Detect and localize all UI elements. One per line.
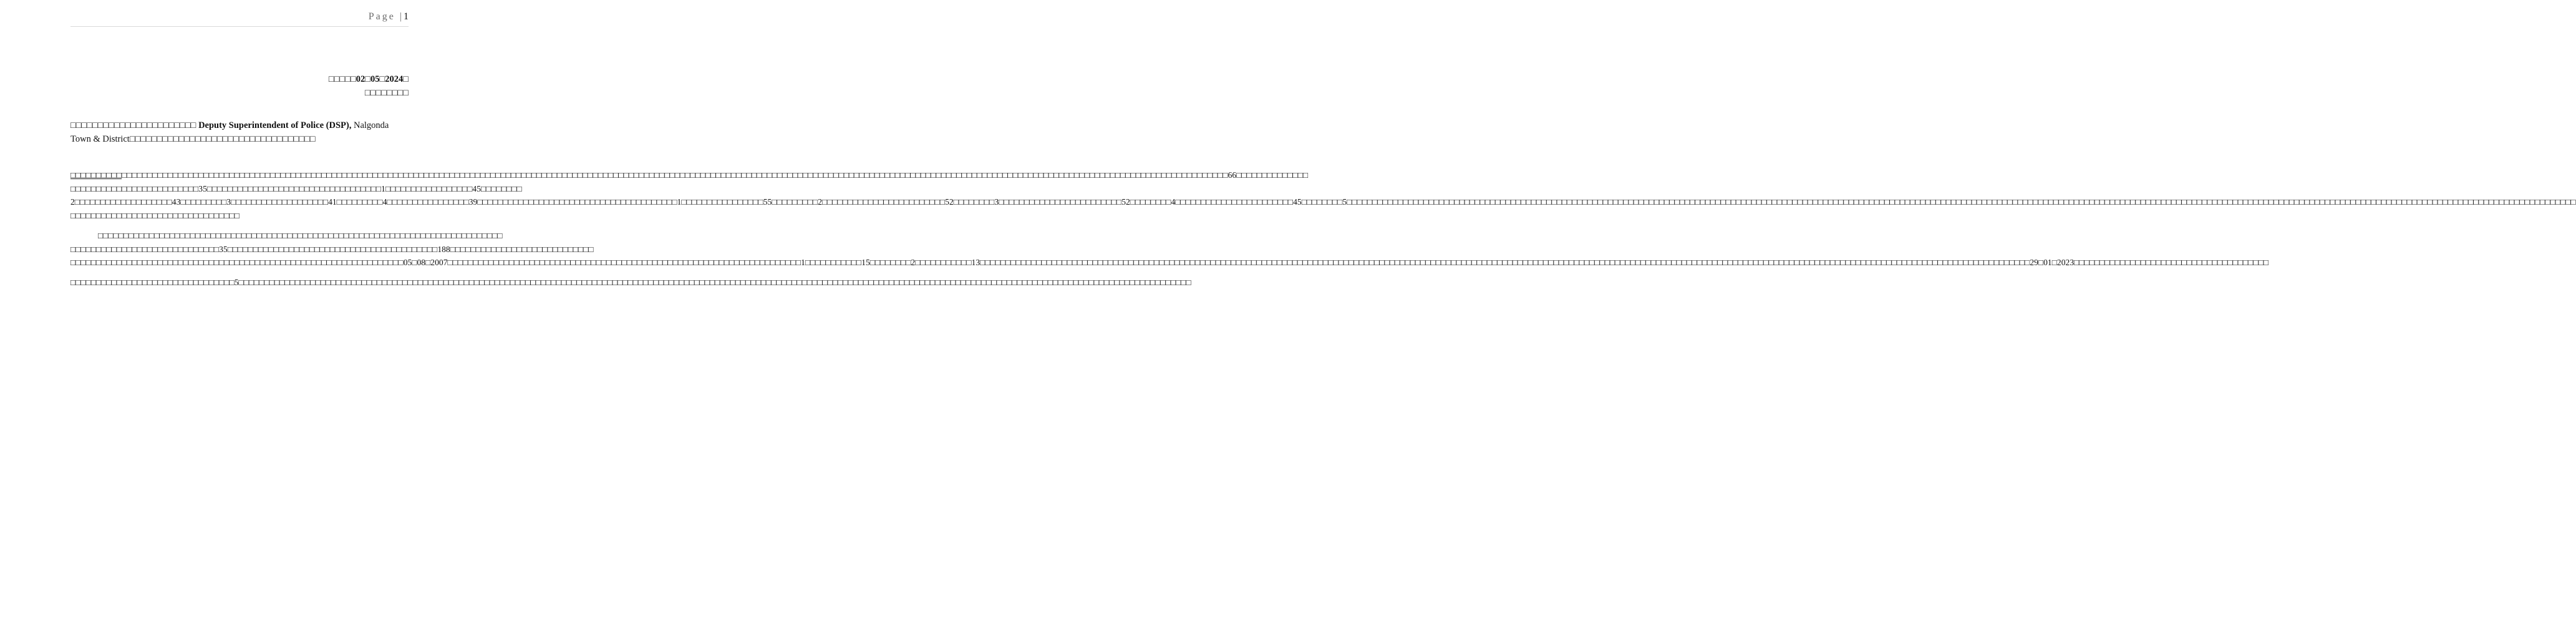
paragraph-2: □□□□□□□□□□□□□□□□□□□□□□□□□35□□□□□□□□□□□□□□□□□□□□□□□□□□□□□□□□□□1□□□□□□□□□□□□□□□□□45□□□□□□□□ [70,183,522,193]
paragraph-8: □□□□□□□□□□□□□□□□□□□□□□□□□□□□□□□□5□□□□□□□□□□□□□□□□□□□□□□□□□□□□□□□□□□□□□□□□□□□□□□□□□□□□□□□□□□□□□□□□□□□□□□□□□□□□□□□□□□□□□□□□□□□□□□□□□□□□□□□□□□□□□□□□□□□□□□□□□□□□□□□□□□□□□□□□□□□□□□□□□□□□□□□□□□□□□□□□□□□□□□□□□□□□□□□□□□□□□□□□□□ [70,277,1191,287]
paragraph-1-lead: □□□□□□□□□□ [70,170,122,180]
intro-post: Nalgonda Town & District□□□□□□□□□□□□□□□□□□□□□□□□□□□□□□□□□□ [70,120,389,144]
paragraph-gap [70,270,409,276]
paragraph-5: □□□□□□□□□□□□□□□□□□□□□□□□□□□□□□□□□□□□□□□□□□□□□□□□□□□□□□□□□□□□□□□□□□□□□□□□□□□□□□□ [98,230,503,240]
intro-pre: □□□□□□□□□□□□□□□□□□□□□□□ [70,120,199,130]
paragraph-4: □□□□□□□□□□□□□□□□□□□□□□□□□□□□□□□□□ [70,211,240,221]
place-line: □□□□□□□□ [364,88,409,98]
date-line: □□□□□02□05□2024□ [328,74,409,84]
date-block [329,72,409,100]
page-header [70,11,409,27]
paragraph-1-text: □□□□□□□□□□□□□□□□□□□□□□□□□□□□□□□□□□□□□□□□□□□□□□□□□□□□□□□□□□□□□□□□□□□□□□□□□□□□□□□□□□□□□□□□□□□□□□□□□□□□□□□□□□□□□□□□□□□□□□□□□□□□□□□□□□□□□□□□□□□□□□□□□□□□□□□□□□□□□□□□□□□□□□□□□□□□□□□□□□□□□□□□□□□□□□□□□□□□□□□□□□□□□□□□□□□□□□□□66□□□□□□□□□□□□□□ [122,170,1309,180]
page-separator: | [399,11,404,22]
intro-title: Deputy Superintendent of Police (DSP), [198,120,352,130]
document-body [70,168,2576,290]
intro-paragraph [70,119,409,146]
paragraph-gap [70,223,409,229]
paragraph-6: □□□□□□□□□□□□□□□□□□□□□□□□□□□□□35□□□□□□□□□□□□□□□□□□□□□□□□□□□□□□□□□□□□□□□□□188□□□□□□□□□□□□□□□□□□□□□□□□□□□□ [70,244,594,254]
page-number: 1 [404,11,409,22]
page-word: Page [368,11,395,22]
paragraph-1 [70,168,1309,182]
paragraph-3: 2□□□□□□□□□□□□□□□□□□□43□□□□□□□□□3□□□□□□□□□□□□□□□□□□□41□□□□□□□□□4□□□□□□□□□□□□□□□□39□□□□□□□□□□□□□□□□□□□□□□□□□□□□□□□□□□□□□□□1□□□□□□□□□□□□□□□□55□□□□□□□□□2□□□□□□□□□□□□□□□□□□□□□□□□52□□□□□□□□3□□□□□□□□□□□□□□□□□□□□□□□□52□□□□□□□□4□□□□□□□□□□□□□□□□□□□□□□□45□□□□□□□□5□□□□□□□□□□□□□□□□□□□□□□□□□□□□□□□□□□□□□□□□□□□□□□□□□□□□□□□□□□□□□□□□□□□□□□□□□□□□□□□□□□□□□□□□□□□□□□□□□□□□□□□□□□□□□□□□□□□□□□□□□□□□□□□□□□□□□□□□□□□□□□□□□□□□□□□□□□□□□□□□□□□□□□□□□□□□□□□□□□□□□□□□□□□□□□□□□□□□□□□□□□□□□□□□□□□□□□□□□□□□□□□□□□□□□□□□□□□□□□□□ [70,197,2576,207]
paragraph-7: □□□□□□□□□□□□□□□□□□□□□□□□□□□□□□□□□□□□□□□□□□□□□□□□□□□□□□□□□□□□□□□□□05□08□2007□□□□□□□□□□□□□□□□□□□□□□□□□□□□□□□□□□□□□□□□□□□□□□□□□□□□□□□□□□□□□□□□□□□□□1□□□□□□□□□□□15□□□□□□□□2□□□□□□□□□□□13□□□□□□□□□□□□□□□□□□□□□□□□□□□□□□□□□□□□□□□□□□□□□□□□□□□□□□□□□□□□□□□□□□□□□□□□□□□□□□□□□□□□□□□□□□□□□□□□□□□□□□□□□□□□□□□□□□□□□□□□□□□□□□□□□□□□□□□□□□□□□□□□□□□□□□□□□□□□□□□□□□□□□□□□□□□□□□□□□□□□□□□□□□□□□□□□□□□□□□□□□□□□□29□01□2023□□□□□□□□□□□□□□□□□□□□□□□□□□□□□□□□□□□□□□ [70,258,2269,268]
